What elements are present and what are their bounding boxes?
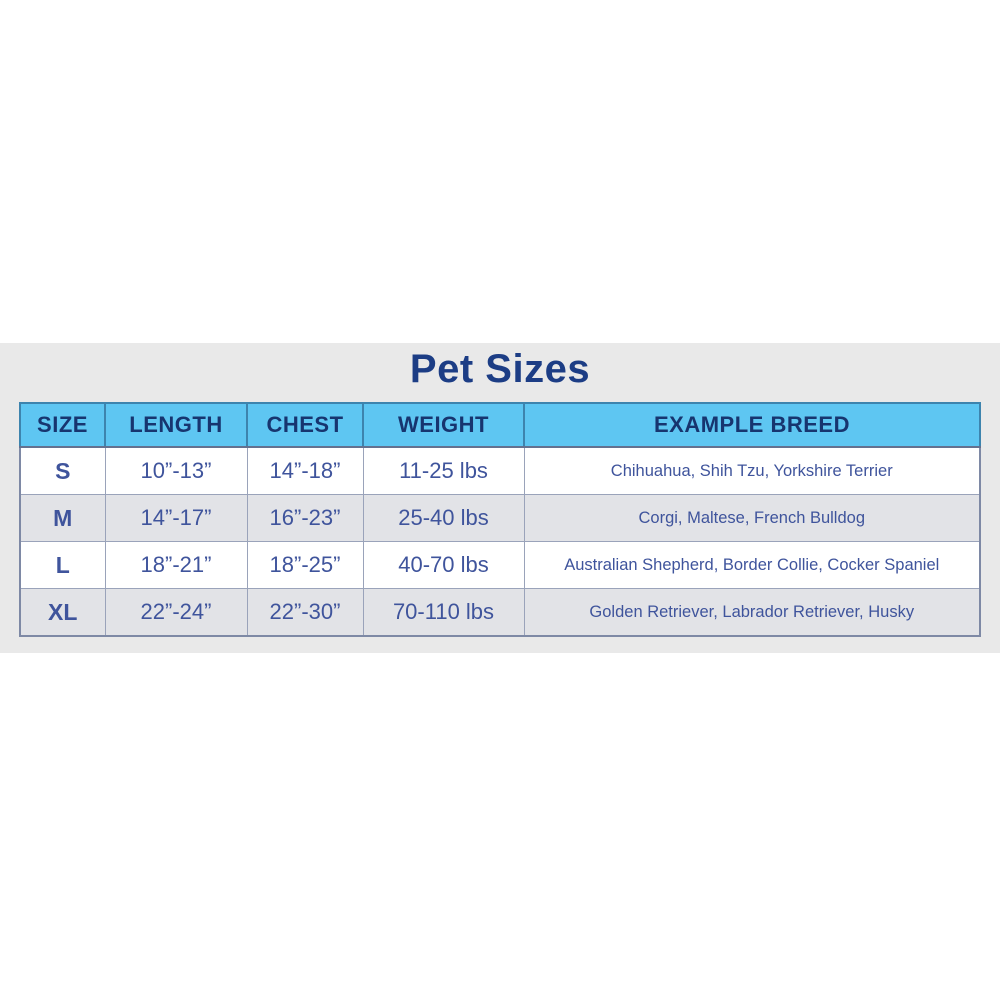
cell-weight: 11-25 lbs <box>363 447 524 495</box>
cell-weight: 40-70 lbs <box>363 542 524 589</box>
cell-length: 22”-24” <box>105 589 247 637</box>
cell-breed: Chihuahua, Shih Tzu, Yorkshire Terrier <box>524 447 980 495</box>
cell-length: 18”-21” <box>105 542 247 589</box>
table-header-row <box>20 403 980 447</box>
cell-weight: 25-40 lbs <box>363 495 524 542</box>
cell-weight: 70-110 lbs <box>363 589 524 637</box>
cell-size: S <box>20 447 105 495</box>
cell-size: M <box>20 495 105 542</box>
cell-size: L <box>20 542 105 589</box>
cell-chest: 22”-30” <box>247 589 363 637</box>
cell-breed: Corgi, Maltese, French Bulldog <box>524 495 980 542</box>
header-cell-breed: EXAMPLE BREED <box>524 403 980 447</box>
table-row-m <box>20 495 980 542</box>
pet-sizes-table <box>19 402 981 637</box>
header-cell-length: LENGTH <box>105 403 247 447</box>
table-row-xl <box>20 589 980 637</box>
header-cell-size: SIZE <box>20 403 105 447</box>
pet-sizes-panel <box>0 343 1000 653</box>
cell-length: 14”-17” <box>105 495 247 542</box>
page-title: Pet Sizes <box>409 347 591 391</box>
cell-length: 10”-13” <box>105 447 247 495</box>
cell-breed: Golden Retriever, Labrador Retriever, Husky <box>524 589 980 637</box>
header-cell-weight: WEIGHT <box>363 403 524 447</box>
cell-size: XL <box>20 589 105 637</box>
cell-chest: 16”-23” <box>247 495 363 542</box>
table-row-l <box>20 542 980 589</box>
cell-breed: Australian Shepherd, Border Collie, Cocker Spaniel <box>524 542 980 589</box>
header-cell-chest: CHEST <box>247 403 363 447</box>
table-row-s <box>20 447 980 495</box>
cell-chest: 14”-18” <box>247 447 363 495</box>
cell-chest: 18”-25” <box>247 542 363 589</box>
